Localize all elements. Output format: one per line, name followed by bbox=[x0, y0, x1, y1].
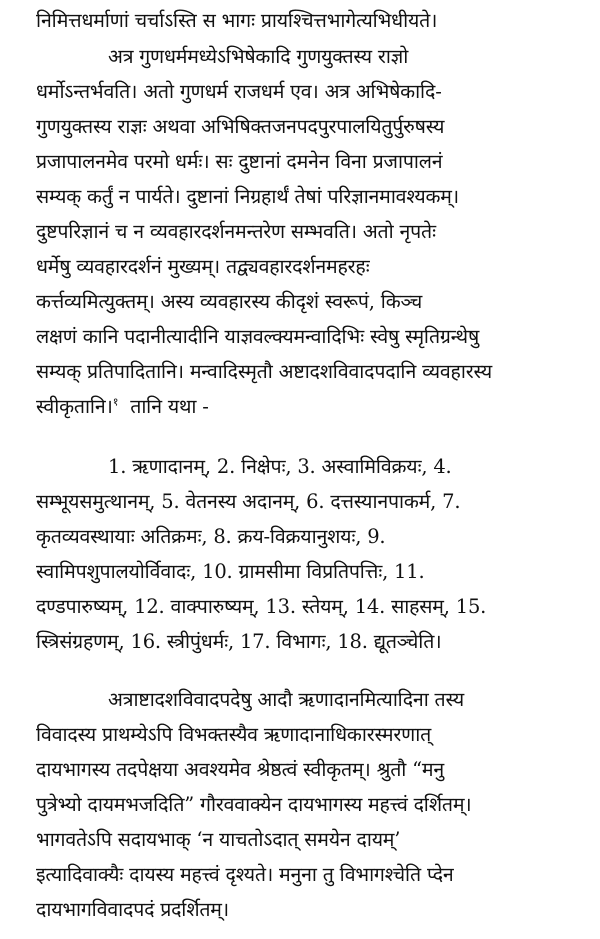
paragraph-2-line-3: गुणयुक्तस्य राज्ञः अथवा अभिषिक्तजनपदपुरपालयितुर्पुरुषस्य bbox=[36, 115, 445, 138]
list-line-6: स्त्रिसंग्रहणम्, 16. स्त्रीपुंधर्मः, 17. विभागः, 18. द्यूतञ्चेति। bbox=[36, 630, 442, 653]
paragraph-2-line-4: प्रजापालनमेव परमो धर्मः। सः दुष्टानां दमनेन विना प्रजापालनं bbox=[36, 150, 443, 173]
paragraph-2-line-1: अत्र गुणधर्ममध्येऽभिषेकादि गुणयुक्तस्य राज्ञो bbox=[108, 45, 409, 68]
paragraph-2-line-7: धर्मेषु व्यवहारदर्शनं मुख्यम्। तद्व्यवहारदर्शनमहरहः bbox=[36, 255, 370, 278]
paragraph-2-line-2: धर्मोऽन्तर्भवति। अतो गुणधर्म राजधर्म एव। अत्र अभिषेकादि- bbox=[36, 80, 442, 103]
paragraph-2-last-line-text: स्वीकृतानि। bbox=[36, 395, 113, 418]
list-line-1: 1. ऋणादानम्, 2. निक्षेपः, 3. अस्वामिविक्रयः, 4. bbox=[108, 455, 452, 478]
footnote-marker: १ bbox=[112, 395, 119, 409]
paragraph-3-line-4: पुत्रेभ्यो दायमभजदिति” गौरववाक्येन दायभागस्य महत्त्वं दर्शितम्। bbox=[36, 793, 472, 816]
paragraph-2-line-11 bbox=[36, 390, 576, 424]
paragraph-3-line-3: दायभागस्य तदपेक्षया अवश्यमेव श्रेष्ठत्वं स्वीकृतम्। श्रुतौ “मनु bbox=[36, 758, 445, 781]
paragraph-2-line-5: सम्यक् कर्तुं न पार्यते। दुष्टानां निग्रहार्थं तेषां परिज्ञानमावश्यकम्। bbox=[36, 185, 459, 208]
list-line-3: कृतव्यवस्थायाः अतिक्रमः, 8. क्रय-विक्रयानुशयः, 9. bbox=[36, 525, 386, 548]
paragraph-3-line-7: दायभागविवादपदं प्रदर्शितम्। bbox=[36, 898, 229, 921]
list-line-4: स्वामिपशुपालयोर्विवादः, 10. ग्रामसीमा विप्रतिपत्तिः, 11. bbox=[36, 560, 425, 583]
paragraph-1-line-1: निमित्तधर्माणां चर्चाऽस्ति स भागः प्रायश्चित्तभागेत्यभिधीयते। bbox=[36, 9, 438, 32]
paragraph-2-line-6: दुष्टपरिज्ञानं च न व्यवहारदर्शनमन्तरेण सम्भवति। अतो नृपतेः bbox=[36, 220, 436, 243]
paragraph-2-line-9: लक्षणं कानि पदानीत्यादीनि याज्ञवल्क्यमन्वादिभिः स्वेषु स्मृतिग्रन्थेषु bbox=[36, 325, 480, 348]
paragraph-3-line-2: विवादस्य प्राथम्येऽपि विभक्तस्यैव ऋणादानाधिकारस्मरणात् bbox=[36, 723, 432, 746]
paragraph-2-line-8: कर्त्तव्यमित्युक्तम्। अस्य व्यवहारस्य कीदृशं स्वरूपं, किञ्च bbox=[36, 290, 423, 313]
list-line-2: सम्भूयसमुत्थानम्, 5. वेतनस्य अदानम्, 6. दत्तस्यानपाकर्म, 7. bbox=[36, 490, 461, 513]
paragraph-3-line-5: भागवतेऽपि सदायभाक् ‘न याचतोऽदात् समयेन दायम्’ bbox=[36, 828, 401, 851]
paragraph-3-line-6: इत्यादिवाक्यैः दायस्य महत्त्वं दृश्यते। मनुना तु विभागश्चेति प्देन bbox=[36, 863, 454, 886]
list-line-5: दण्डपारुष्यम्, 12. वाक्पारुष्यम्, 13. स्तेयम्, 14. साहसम्, 15. bbox=[36, 595, 487, 618]
paragraph-2-last-line-tail: तानि यथा - bbox=[118, 395, 209, 418]
paragraph-2-line-10: सम्यक् प्रतिपादितानि। मन्वादिस्मृतौ अष्टादशविवादपदानि व्यवहारस्य bbox=[36, 360, 492, 383]
paragraph-3-line-1: अत्राष्टादशविवादपदेषु आदौ ऋणादानमित्यादिना तस्य bbox=[108, 688, 464, 711]
